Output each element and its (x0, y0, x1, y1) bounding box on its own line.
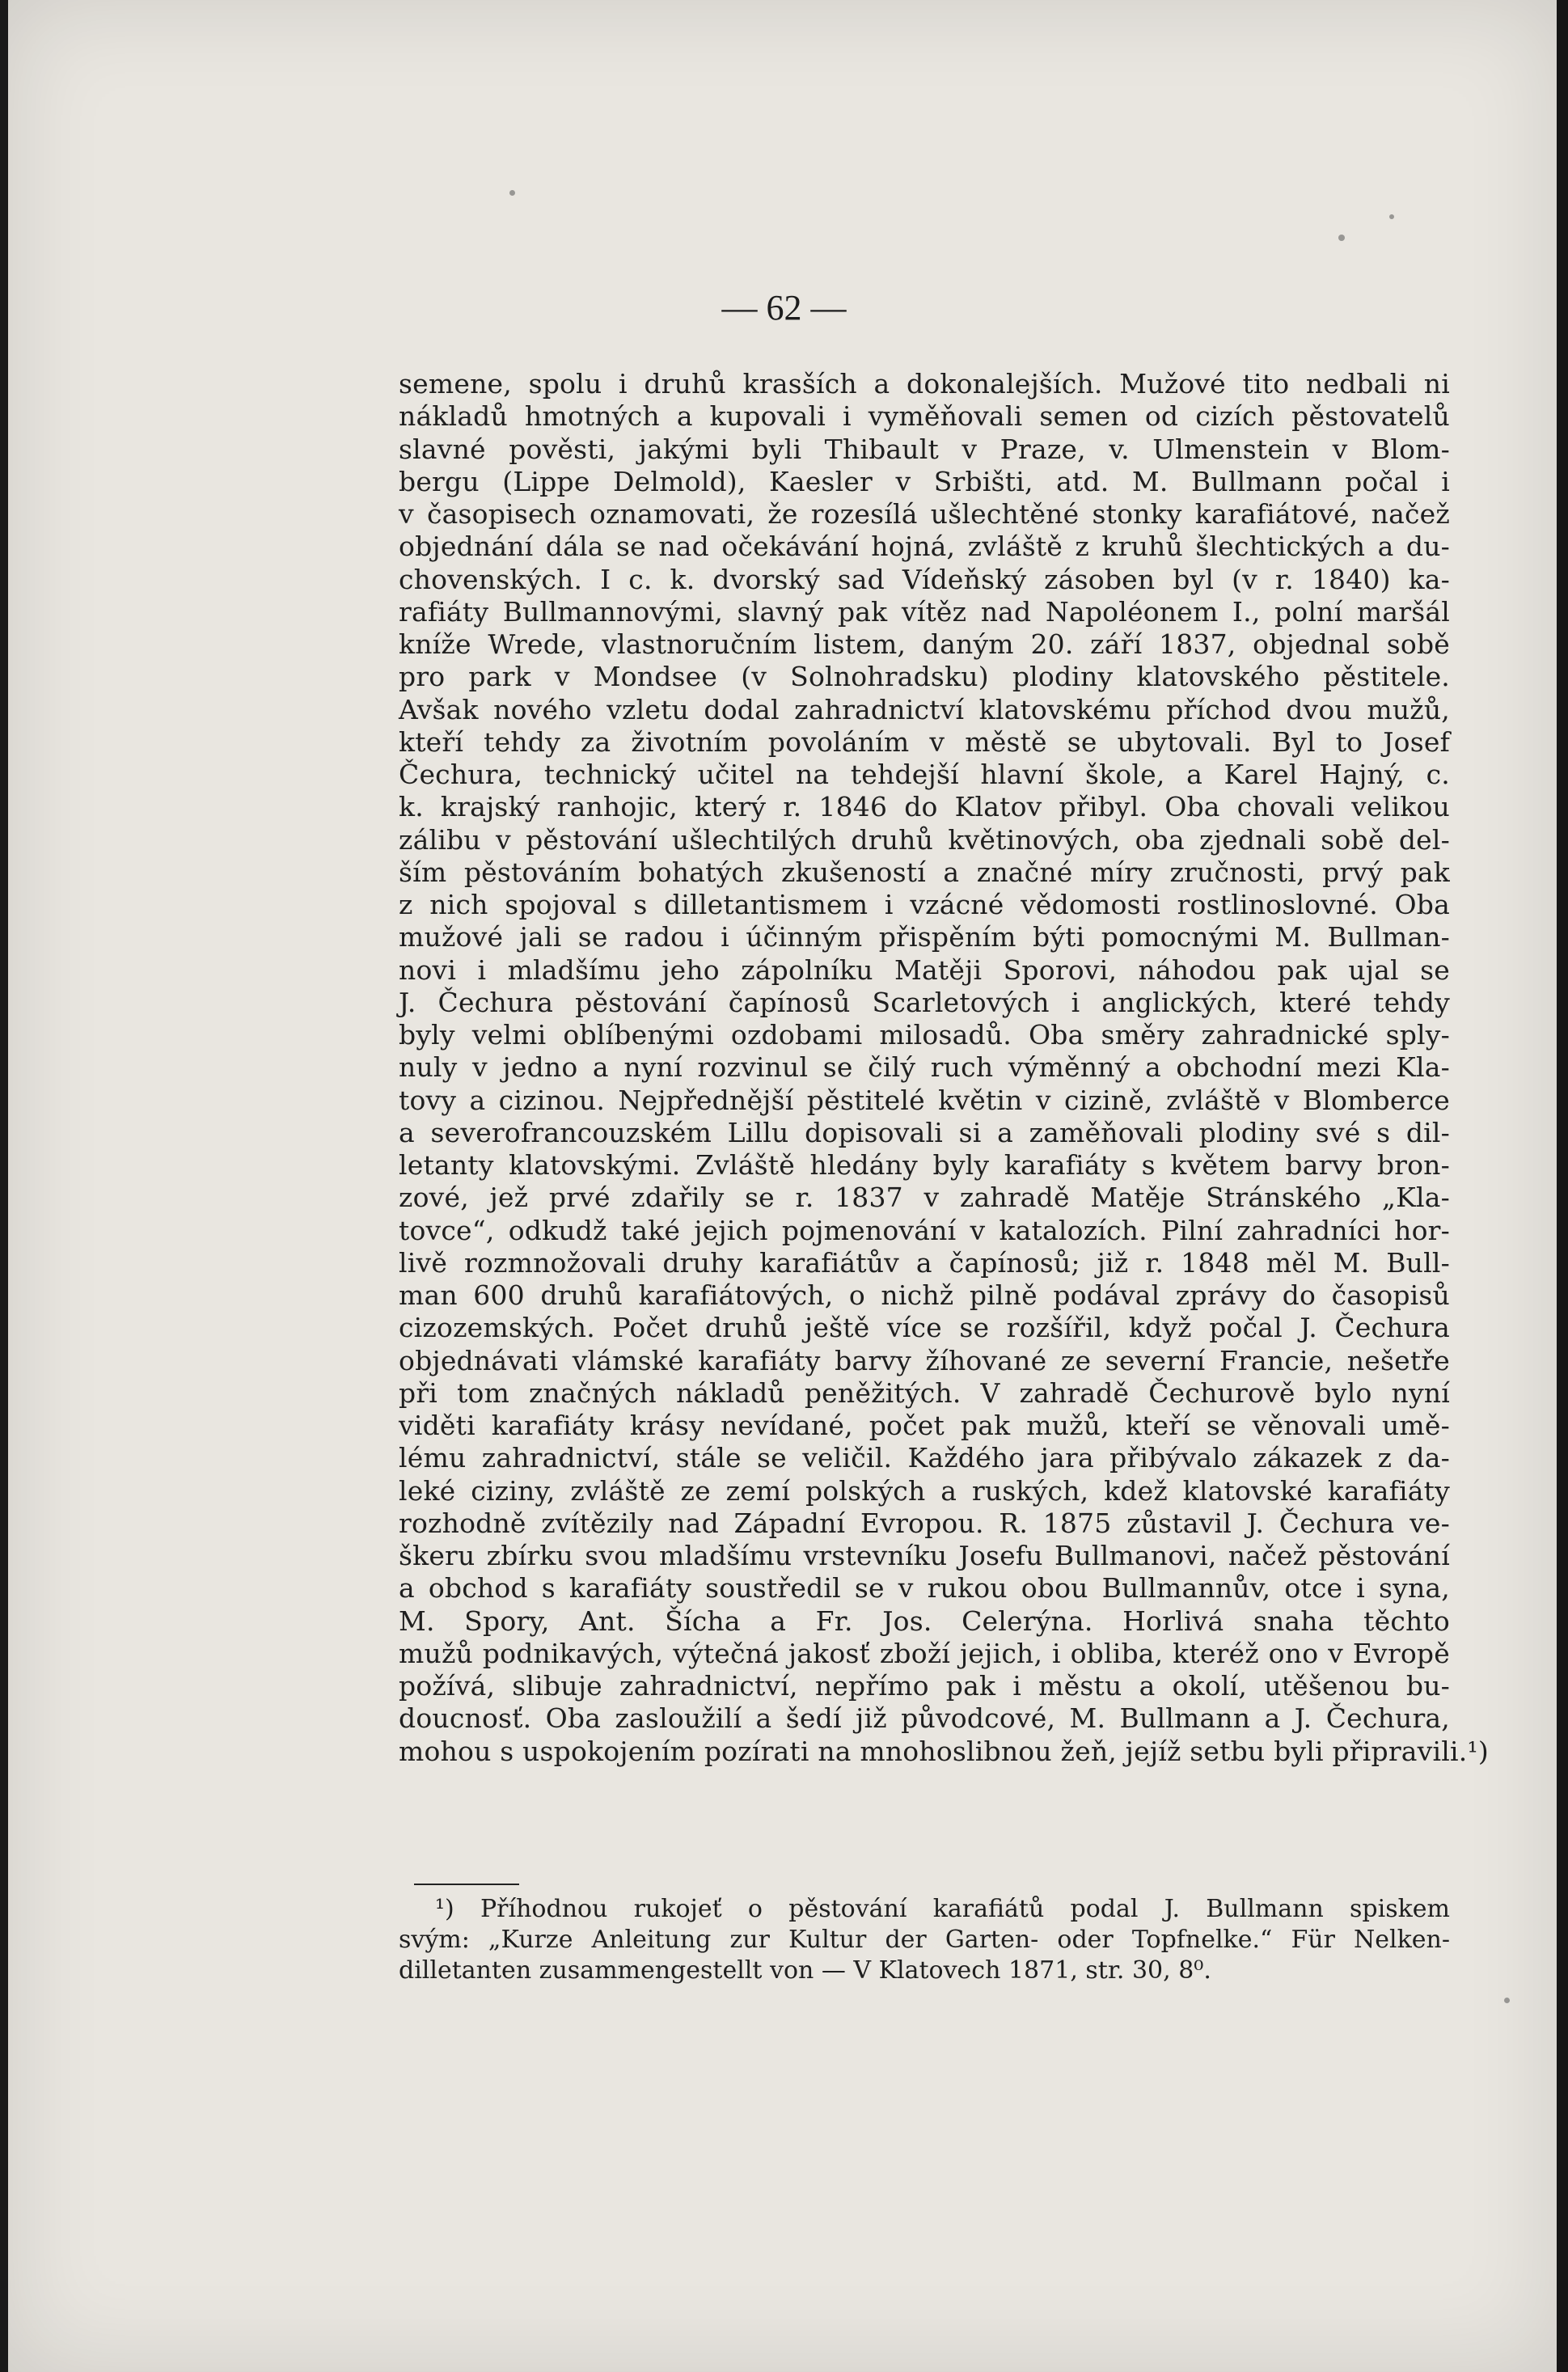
text-line: byly velmi oblíbenými ozdobami milosadů. Oba směry zahradnické sply- (399, 1019, 1450, 1051)
text-line: tovy a cizinou. Nejpřednější pěstitelé květin v cizině, zvláště v Blomberce (399, 1084, 1450, 1116)
text-line: bergu (Lippe Delmold), Kaesler v Srbišti, atd. M. Bullmann počal i (399, 465, 1450, 497)
scan-edge-right (1557, 0, 1568, 2372)
text-line: zálibu v pěstování ušlechtilých druhů květinových, oba zjednali sobě del- (399, 823, 1450, 856)
text-line: požívá, slibuje zahradnictví, nepřímo pak i městu a okolí, utěšenou bu- (399, 1670, 1450, 1702)
text-line: cizozemských. Počet druhů ještě více se rozšířil, když počal J. Čechura (399, 1312, 1450, 1344)
text-line: rozhodně zvítězily nad Západní Evropou. R. 1875 zůstavil J. Čechura ve- (399, 1507, 1450, 1539)
scan-edge-left (0, 0, 8, 2372)
text-line: letanty klatovskými. Zvláště hledány byly karafiáty s květem barvy bron- (399, 1149, 1450, 1181)
text-line: k. krajský ranhojic, který r. 1846 do Klatov přibyl. Oba chovali velikou (399, 791, 1450, 823)
scan-speck (509, 190, 515, 196)
text-line: škeru zbírku svou mladšímu vrstevníku Josefu Bullmanovi, načež pěstování (399, 1540, 1450, 1571)
text-line: objednání dála se nad očekávání hojná, zvláště z kruhů šlechtických a du- (399, 531, 1450, 563)
page-number: — 62 — (721, 288, 847, 328)
text-line: leké ciziny, zvláště ze zemí polských a ruských, kdež klatovské karafiáty (399, 1474, 1450, 1507)
scan-speck (1389, 214, 1394, 219)
text-line: Avšak nového vzletu dodal zahradnictví klatovskému příchod dvou mužů, (399, 693, 1450, 725)
text-line: a severofrancouzském Lillu dopisovali si a zaměňovali plodiny své s dil- (399, 1116, 1450, 1148)
body-text (399, 368, 1489, 1768)
text-line: livě rozmnožovali druhy karafiátův a čapínosů; již r. 1848 měl M. Bull- (399, 1246, 1450, 1279)
text-line: man 600 druhů karafiátových, o nichž pilně podával zprávy do časopisů (399, 1279, 1450, 1311)
text-line: zové, jež prvé zdařily se r. 1837 v zahradě Matěje Stránského „Kla- (399, 1182, 1450, 1214)
text-line: rafiáty Bullmannovými, slavný pak vítěz nad Napoléonem I., polní maršál (399, 595, 1450, 628)
text-line: doucnosť. Oba zasloužilí a šedí již původcové, M. Bullmann a J. Čechura, (399, 1702, 1450, 1735)
footnote-line: svým: „Kurze Anleitung zur Kultur der Garten- oder Topfnelke.“ Für Nelken- (399, 1926, 1450, 1954)
text-line: mužové jali se radou i účinným přispěním býti pomocnými M. Bullman- (399, 921, 1450, 953)
text-line: mužů podnikavých, výtečná jakosť zboží jejich, i obliba, kteréž ono v Evropě (399, 1637, 1450, 1669)
text-line: semene, spolu i druhů krasších a dokonalejších. Mužové tito nedbali ni (399, 368, 1450, 400)
text-line: novi i mladšímu jeho zápolníku Matěji Sporovi, náhodou pak ujal se (399, 953, 1450, 986)
scan-speck (1504, 1998, 1510, 2003)
text-line: a obchod s karafiáty soustředil se v rukou obou Bullmannův, otce i syna, (399, 1572, 1450, 1605)
text-line: kteří tehdy za životním povoláním v městě se ubytovali. Byl to Josef (399, 725, 1450, 758)
text-line: v časopisech oznamovati, že rozesílá ušlechtěné stonky karafiátové, načež (399, 498, 1450, 530)
text-line: Čechura, technický učitel na tehdejší hlavní škole, a Karel Hajný, c. (399, 759, 1450, 790)
footnote-divider (414, 1884, 519, 1885)
text-line: viděti karafiáty krásy nevídané, počet pak mužů, kteří se věnovali umě- (399, 1410, 1450, 1441)
scan-speck (1338, 235, 1345, 241)
text-line: objednávati vlámské karafiáty barvy žíhované ze severní Francie, nešetře (399, 1344, 1450, 1376)
text-line: nuly v jedno a nyní rozvinul se čilý ruch výměnný a obchodní mezi Kla- (399, 1051, 1450, 1084)
text-line: pro park v Mondsee (v Solnohradsku) plodiny klatovského pěstitele. (399, 661, 1450, 693)
text-line: tovce“, odkudž také jejich pojmenování v katalozích. Pilní zahradníci hor- (399, 1214, 1450, 1246)
text-line: J. Čechura pěstování čapínosů Scarletových i anglických, které tehdy (399, 986, 1450, 1018)
text-line: mohou s uspokojením pozírati na mnohoslibnou žeň, jejíž setbu byli připravili.¹) (399, 1735, 1489, 1767)
text-line: při tom značných nákladů peněžitých. V zahradě Čechurově bylo nyní (399, 1376, 1450, 1409)
text-line: ším pěstováním bohatých zkušeností a značné míry zručnosti, prvý pak (399, 856, 1450, 888)
text-line: z nich spojoval s dilletantismem i vzácné vědomosti rostlinoslovné. Oba (399, 889, 1450, 920)
text-line: kníže Wrede, vlastnoručním listem, daným 20. září 1837, objednal sobě (399, 628, 1450, 660)
footnote-line: dilletanten zusammengestellt von — V Klatovech 1871, str. 30, 8⁰. (399, 1956, 1211, 1985)
footnote-line: ¹) Příhodnou rukojeť o pěstování karafiátů podal J. Bullmann spiskem (435, 1895, 1450, 1923)
text-line: M. Spory, Ant. Šícha a Fr. Jos. Celerýna. Horlivá snaha těchto (399, 1605, 1450, 1637)
book-page (8, 0, 1560, 2372)
text-line: nákladů hmotných a kupovali i vyměňovali semen od cizích pěstovatelů (399, 400, 1450, 433)
text-line: chovenských. I c. k. dvorský sad Vídeňský zásoben byl (v r. 1840) ka- (399, 563, 1450, 595)
text-line: slavné pověsti, jakými byli Thibault v Praze, v. Ulmenstein v Blom- (399, 433, 1450, 465)
text-line: lému zahradnictví, stále se veličil. Každého jara přibývalo zákazek z da- (399, 1442, 1450, 1474)
footnote (399, 1894, 1450, 1986)
